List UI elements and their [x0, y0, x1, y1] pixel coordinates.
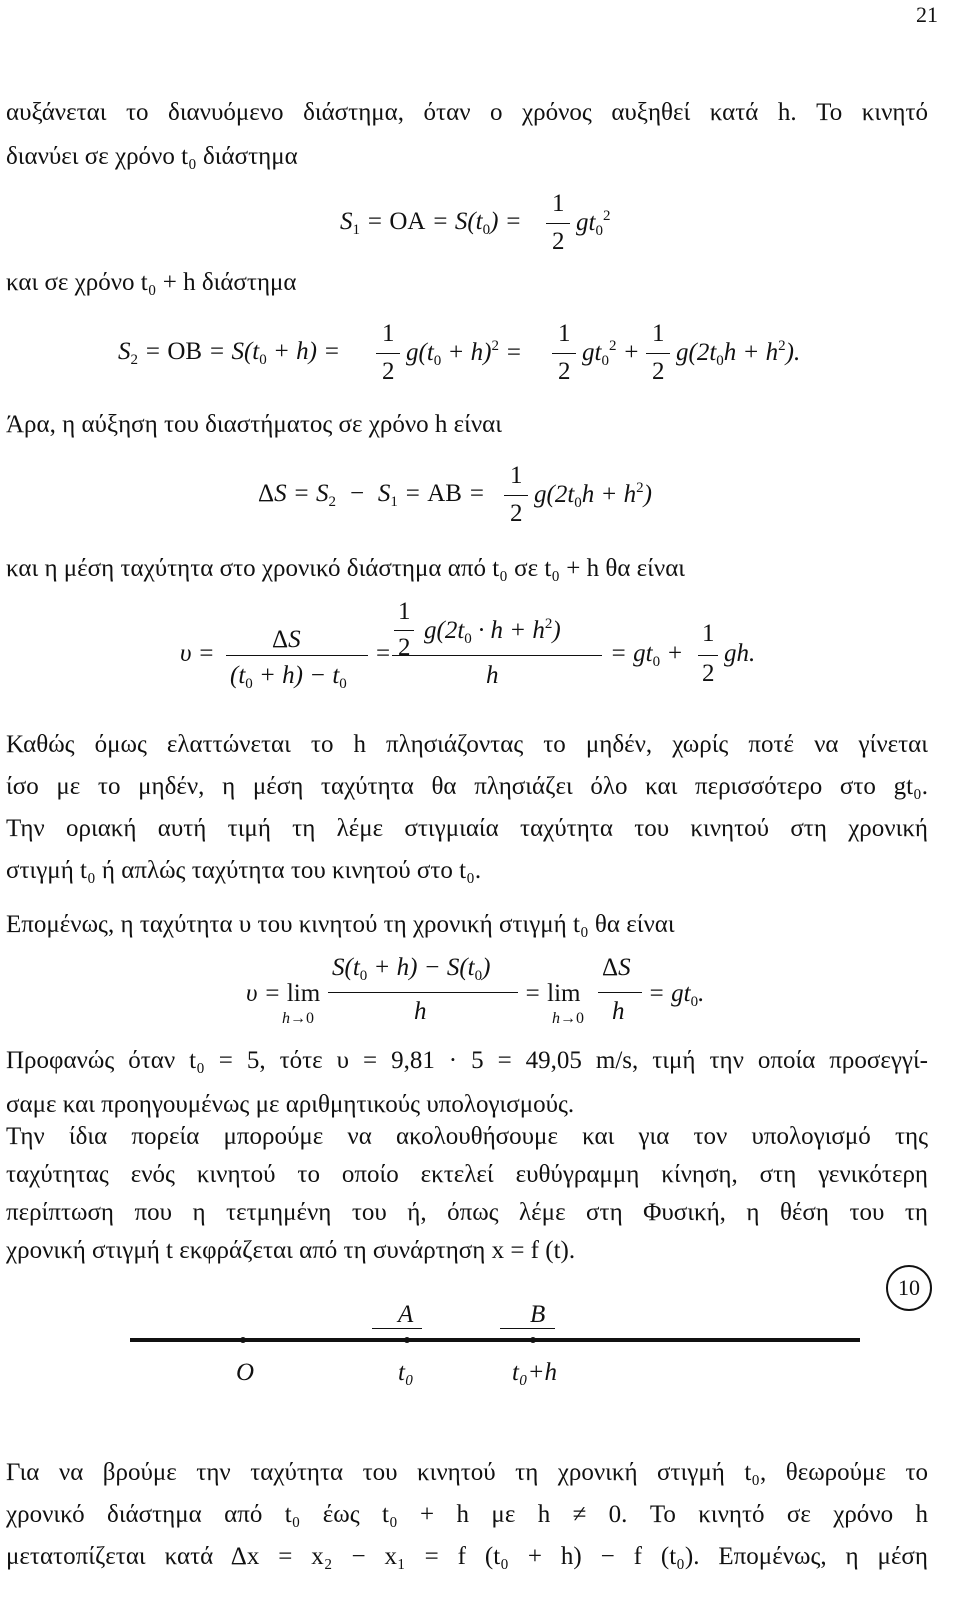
paragraph-line: σαμε και προηγουμένως με αριθμητικούς υπολογισμούς. [6, 1091, 575, 1118]
equation-s1: $S_1$ = OA = $S(t_0)$ = 1 2 $gt_0^2$ [340, 190, 611, 255]
figure-label-a: A [398, 1301, 414, 1328]
figure-point-t0 [404, 1337, 410, 1343]
figure-label-t0h: t₀+h [512, 1359, 558, 1386]
paragraph-line: ίσο με το μηδέν, η μέση ταχύτητα θα πλησιάζει όλο και περισσότερο στο gt₀. [6, 773, 928, 800]
figure-label-t0: t₀ [398, 1359, 414, 1386]
paragraph-line: και σε χρόνο t₀ + h διάστημα [6, 269, 297, 296]
figure-point-o [240, 1337, 246, 1343]
paragraph-line: Προφανώς όταν t₀ = 5, τότε υ = 9,81 · 5 = 49,05 m/s, τιμή την οποία προσεγγί- [6, 1047, 928, 1074]
paragraph-line: περίπτωση που η τετμημένη του ή, όπως λέμε στη Φυσική, η θέση του τη [6, 1199, 928, 1226]
paragraph-line: αυξάνεται το διανυόμενο διάστημα, όταν ο χρόνος αυξηθεί κατά h. Το κινητό [6, 99, 928, 126]
paragraph-line: ταχύτητας ενός κινητού το οποίο εκτελεί ευθύγραμμη κίνηση, στη γενικότερη [6, 1161, 928, 1188]
equation-s2: $S_2$ = OB = $S(t_0 + h)$ = 1 2 $g(t_0 + h)^2$ = 1 2 $gt_0^2$ + 1 2 $g(2t_0h + h^2)$. [118, 320, 801, 385]
equation-delta-s: $\Delta S = S_2 - S_1$ = AB = 1 2 $g(2t_0h + h^2)$ [258, 462, 652, 527]
paragraph-line: Για να βρούμε την ταχύτητα του κινητού τη χρονική στιγμή t₀, θεωρούμε το [6, 1459, 928, 1486]
figure-arrow-a [372, 1328, 422, 1329]
paragraph-line: Άρα, η αύξηση του διαστήματος σε χρόνο h είναι [6, 411, 502, 438]
equation-mean-velocity: υ = ΔS $(t_0 + h) - t_0$ = 1 2 $g(2t_0 \cdot h + h^2)$ h = $gt_0$ + 1 2 gh. [180, 598, 756, 692]
figure-label-b: B [530, 1301, 546, 1328]
paragraph-line: και η μέση ταχύτητα στο χρονικό διάστημα από t₀ σε t₀ + h θα είναι [6, 555, 686, 582]
paragraph-line: Την ίδια πορεία μπορούμε να ακολουθήσουμε και για τον υπολογισμό της [6, 1123, 928, 1150]
figure-label-o: O [236, 1359, 255, 1386]
figure-point-t0h [530, 1337, 536, 1343]
figure-arrow-b [500, 1328, 555, 1329]
paragraph-line: μετατοπίζεται κατά Δx = x₂ − x₁ = f (t₀ + h) − f (t₀). Επομένως, η μέση [6, 1543, 928, 1570]
paragraph-line: χρονική στιγμή t εκφράζεται από τη συνάρτηση x = f (t). [6, 1237, 576, 1264]
page-number: 21 [916, 2, 938, 27]
figure-number-badge: 10 [886, 1265, 932, 1311]
paragraph-line: Καθώς όμως ελαττώνεται το h πλησιάζοντας το μηδέν, χωρίς ποτέ να γίνεται [6, 731, 928, 758]
equation-limit: υ = lim h→0 $S(t_0 + h) - S(t_0)$ h = lim h→0 ΔS h = $gt_0$. [246, 954, 705, 1027]
paragraph-line: στιγμή t₀ ή απλώς ταχύτητα του κινητού στο t₀. [6, 857, 482, 884]
paragraph-line: χρονικό διάστημα από t₀ έως t₀ + h με h ≠ 0. Το κινητό σε χρόνο h [6, 1501, 928, 1528]
paragraph-line: Επομένως, η ταχύτητα υ του κινητού τη χρονική στιγμή t₀ θα είναι [6, 911, 675, 938]
paragraph-line: διανύει σε χρόνο t₀ διάστημα [6, 143, 298, 170]
paragraph-line: Την οριακή αυτή τιμή τη λέμε στιγμιαία ταχύτητα του κινητού στη χρονική [6, 815, 928, 842]
